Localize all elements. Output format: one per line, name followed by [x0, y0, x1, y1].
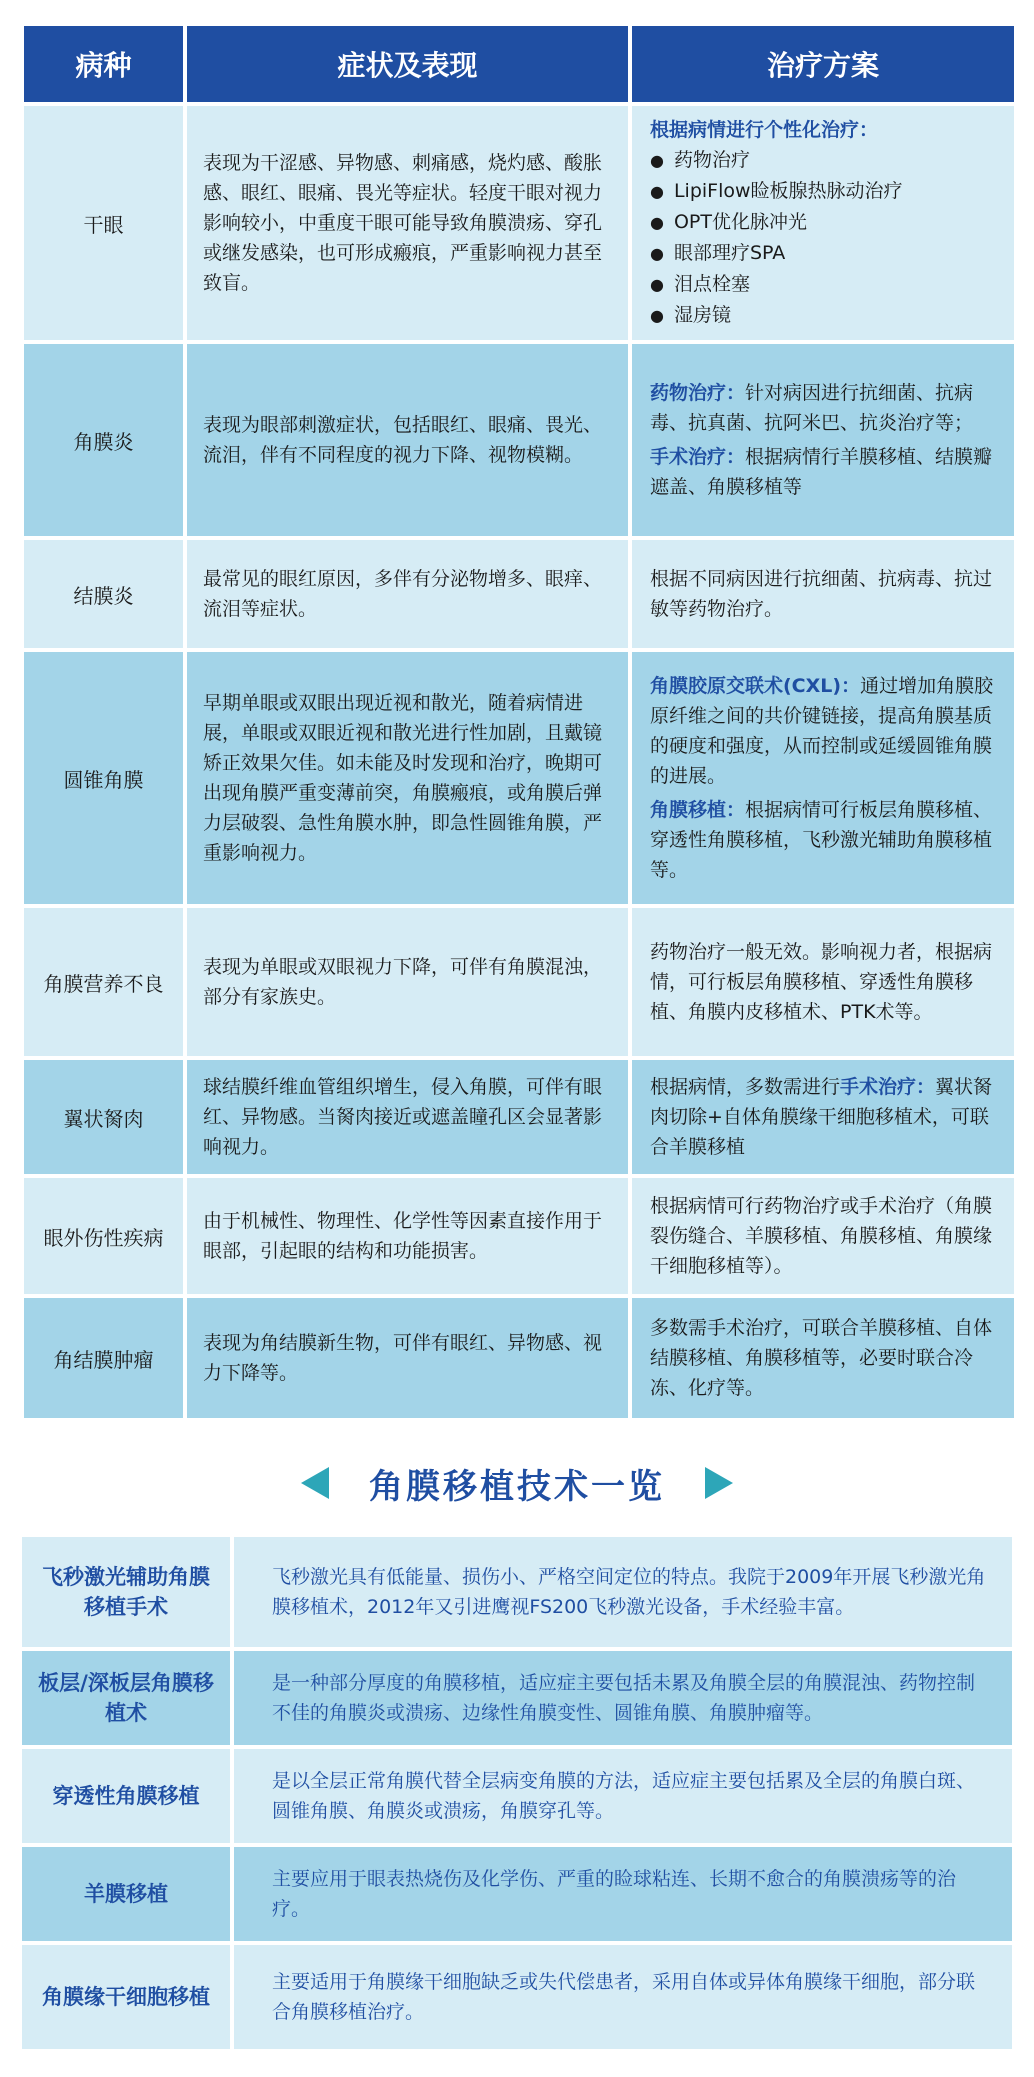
table-row: [22, 1296, 1016, 1420]
treatment-text: 通过增加角膜胶原纤维之间的共价键链接，提高角膜基质的硬度和强度，从而控制或延缓圆锥角膜的进展。: [650, 675, 994, 787]
treatment-heading: 根据病情进行个性化治疗：: [650, 119, 879, 141]
treatment-label: 手术治疗：: [650, 446, 746, 468]
table-row: [22, 1058, 1016, 1176]
section-heading: [0, 1453, 1034, 1513]
transplant-table: [20, 1535, 1014, 2051]
disease-name: 角膜营养不良: [22, 906, 185, 1058]
treatment-label: 角膜移植：: [650, 799, 746, 821]
table-row: [22, 342, 1016, 538]
symptoms-text: 早期单眼或双眼出现近视和散光，随着病情进展，单眼或双眼近视和散光进行性加剧，且戴镜矫正效果欠佳。如未能及时发现和治疗，晚期可出现角膜严重变薄前突，角膜瘢痕，或角膜后弹力层破裂、急性角膜水肿，即急性圆锥角膜，严重影响视力。: [185, 650, 630, 906]
technique-desc: 主要适用于角膜缘干细胞缺乏或失代偿患者，采用自体或异体角膜缘干细胞，部分联合角膜移植治疗。: [232, 1943, 1014, 2051]
technique-desc: 主要应用于眼表热烧伤及化学伤、严重的睑球粘连、长期不愈合的角膜溃疡等的治疗。: [232, 1845, 1014, 1943]
header-treatment: 治疗方案: [630, 24, 1016, 104]
technique-name: 角膜缘干细胞移植: [20, 1943, 232, 2051]
table-row: [20, 1649, 1014, 1747]
disease-table: [20, 22, 1018, 1422]
technique-desc: 是一种部分厚度的角膜移植，适应症主要包括未累及角膜全层的角膜混浊、药物控制不佳的角膜炎或溃疡、边缘性角膜变性、圆锥角膜、角膜肿瘤等。: [232, 1649, 1014, 1747]
triangle-right-icon: [705, 1467, 733, 1499]
disease-name: 眼外伤性疾病: [22, 1176, 185, 1296]
list-item: ● 药物治疗: [650, 145, 1000, 176]
technique-desc: 是以全层正常角膜代替全层病变角膜的方法，适应症主要包括累及全层的角膜白斑、圆锥角膜、角膜炎或溃疡，角膜穿孔等。: [232, 1747, 1014, 1845]
list-item: ● 泪点栓塞: [650, 269, 1000, 300]
table-header: [22, 24, 1016, 104]
section-title: 角膜移植技术一览: [369, 1466, 665, 1507]
table-row: [22, 650, 1016, 906]
treatment-text: 药物治疗一般无效。影响视力者，根据病情，可行板层角膜移植、穿透性角膜移植、角膜内皮移植术、PTK术等。: [630, 906, 1016, 1058]
disease-name: 结膜炎: [22, 538, 185, 650]
disease-name: 角结膜肿瘤: [22, 1296, 185, 1420]
treatment-text: 翼状胬肉切除+自体角膜缘干细胞移植术，可联合羊膜移植: [650, 1076, 993, 1158]
table-row: [22, 906, 1016, 1058]
header-symptoms: 症状及表现: [185, 24, 630, 104]
symptoms-text: 最常见的眼红原因，多伴有分泌物增多、眼痒、流泪等症状。: [185, 538, 630, 650]
treatment-cell: [630, 104, 1016, 342]
table-row: [22, 1176, 1016, 1296]
header-disease: 病种: [22, 24, 185, 104]
treatment-text: 多数需手术治疗，可联合羊膜移植、自体结膜移植、角膜移植等，必要时联合冷冻、化疗等。: [630, 1296, 1016, 1420]
treatment-cell: [630, 342, 1016, 538]
symptoms-text: 由于机械性、物理性、化学性等因素直接作用于眼部，引起眼的结构和功能损害。: [185, 1176, 630, 1296]
symptoms-text: 表现为眼部刺激症状，包括眼红、眼痛、畏光、流泪，伴有不同程度的视力下降、视物模糊。: [185, 342, 630, 538]
symptoms-text: 表现为单眼或双眼视力下降，可伴有角膜混浊，部分有家族史。: [185, 906, 630, 1058]
treatment-label: 角膜胶原交联术(CXL)：: [650, 675, 861, 697]
table-row: [22, 538, 1016, 650]
treatment-list: [650, 145, 1000, 331]
treatment-text: 针对病因进行抗细菌、抗病毒、抗真菌、抗阿米巴、抗炎治疗等；: [650, 382, 974, 434]
technique-desc: 飞秒激光具有低能量、损伤小、严格空间定位的特点。我院于2009年开展飞秒激光角膜移植术，2012年又引进鹰视FS200飞秒激光设备，手术经验丰富。: [232, 1535, 1014, 1649]
disease-name: 圆锥角膜: [22, 650, 185, 906]
treatment-label: 手术治疗：: [840, 1076, 936, 1098]
list-item: ● OPT优化脉冲光: [650, 207, 1000, 238]
table-row: [22, 104, 1016, 342]
table-row: [20, 1943, 1014, 2051]
treatment-text: 根据病情可行板层角膜移植、穿透性角膜移植，飞秒激光辅助角膜移植等。: [650, 799, 993, 881]
symptoms-text: 表现为干涩感、异物感、刺痛感，烧灼感、酸胀感、眼红、眼痛、畏光等症状。轻度干眼对视力影响较小，中重度干眼可能导致角膜溃疡、穿孔或继发感染，也可形成瘢痕，严重影响视力甚至致盲。: [185, 104, 630, 342]
table-row: [20, 1845, 1014, 1943]
technique-name: 飞秒激光辅助角膜移植手术: [20, 1535, 232, 1649]
disease-name: 翼状胬肉: [22, 1058, 185, 1176]
treatment-text: 根据不同病因进行抗细菌、抗病毒、抗过敏等药物治疗。: [630, 538, 1016, 650]
treatment-text: 根据病情行羊膜移植、结膜瓣遮盖、角膜移植等: [650, 446, 993, 498]
disease-name: 角膜炎: [22, 342, 185, 538]
treatment-label: 药物治疗：: [650, 382, 746, 404]
symptoms-text: 球结膜纤维血管组织增生，侵入角膜，可伴有眼红、异物感。当胬肉接近或遮盖瞳孔区会显著影响视力。: [185, 1058, 630, 1176]
technique-name: 板层/深板层角膜移植术: [20, 1649, 232, 1747]
table-row: [20, 1747, 1014, 1845]
list-item: ● LipiFlow睑板腺热脉动治疗: [650, 176, 1000, 207]
treatment-cell: [630, 650, 1016, 906]
technique-name: 羊膜移植: [20, 1845, 232, 1943]
symptoms-text: 表现为角结膜新生物，可伴有眼红、异物感、视力下降等。: [185, 1296, 630, 1420]
table-row: [20, 1535, 1014, 1649]
treatment-cell: [630, 1058, 1016, 1176]
disease-name: 干眼: [22, 104, 185, 342]
list-item: ● 湿房镜: [650, 300, 1000, 331]
treatment-text: 根据病情，多数需进行: [650, 1076, 841, 1098]
treatment-text: 根据病情可行药物治疗或手术治疗（角膜裂伤缝合、羊膜移植、角膜移植、角膜缘干细胞移植等）。: [630, 1176, 1016, 1296]
technique-name: 穿透性角膜移植: [20, 1747, 232, 1845]
list-item: ● 眼部理疗SPA: [650, 238, 1000, 269]
triangle-left-icon: [301, 1467, 329, 1499]
